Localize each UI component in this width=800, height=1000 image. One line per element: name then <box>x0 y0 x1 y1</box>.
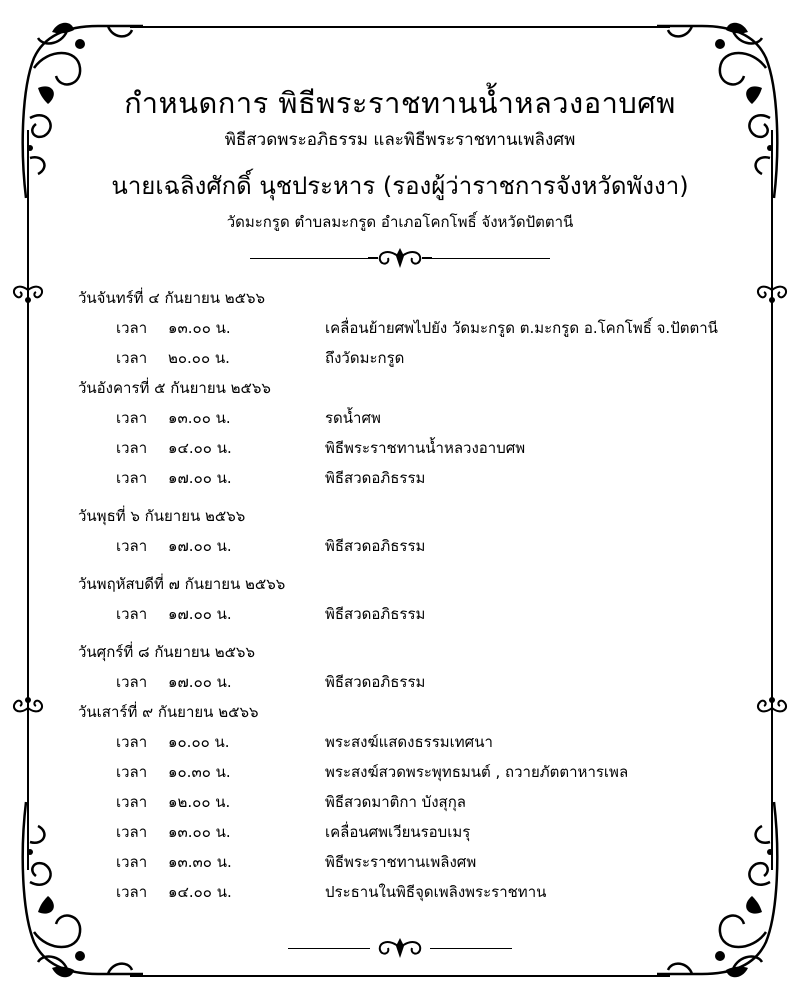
frame-top-line <box>130 26 670 28</box>
side-ornament-left <box>8 280 48 310</box>
schedule-row <box>78 847 758 877</box>
time-value: ๑๒.๐๐ น. <box>168 793 231 811</box>
schedule <box>78 283 758 907</box>
day-block <box>78 501 758 561</box>
schedule-row <box>78 403 758 433</box>
page-subtitle: พิธีสวดพระอภิธรรม และพิธีพระราชทานเพลิงศพ <box>224 130 576 150</box>
side-ornament-right-lower <box>752 690 792 720</box>
page-title: กำหนดการ พิธีพระราชทานน้ำหลวงอาบศพ <box>124 86 676 120</box>
schedule-row <box>78 667 758 697</box>
time-label: เวลา <box>116 853 148 871</box>
time-label: เวลา <box>116 823 148 841</box>
time-label: เวลา <box>116 349 148 367</box>
schedule-row <box>78 463 758 493</box>
time-label: เวลา <box>116 469 148 487</box>
ceremony-location: วัดมะกรูด ตำบลมะกรูด อำเภอโคกโพธิ์ จังหวัดปัตตานี <box>226 213 574 231</box>
schedule-row <box>78 817 758 847</box>
schedule-row <box>78 343 758 373</box>
time-value: ๒๐.๐๐ น. <box>168 349 230 367</box>
event-text: พระสงฆ์แสดงธรรมเทศนา <box>325 733 493 751</box>
day-block <box>78 283 758 373</box>
deceased-name: นายเฉลิงศักดิ์ นุชประหาร (รองผู้ว่าราชการจังหวัดพังงา) <box>111 172 689 200</box>
event-text: พิธีสวดอภิธรรม <box>325 673 426 691</box>
footer-divider-left <box>288 948 370 949</box>
header-divider-left <box>250 258 368 259</box>
time-label: เวลา <box>116 793 148 811</box>
schedule-row <box>78 433 758 463</box>
time-value: ๑๐.๐๐ น. <box>168 733 230 751</box>
event-text: รดน้ำศพ <box>325 409 381 427</box>
day-heading: วันพุธที่ ๖ กันยายน ๒๕๖๖ <box>78 507 246 525</box>
time-value: ๑๔.๐๐ น. <box>168 439 232 457</box>
day-block <box>78 373 758 493</box>
day-heading: วันเสาร์ที่ ๙ กันยายน ๒๕๖๖ <box>78 703 259 721</box>
schedule-row <box>78 787 758 817</box>
frame-right-line <box>771 130 773 870</box>
frame-left-line <box>27 130 29 870</box>
time-value: ๑๗.๐๐ น. <box>168 469 232 487</box>
time-label: เวลา <box>116 605 148 623</box>
time-value: ๑๓.๐๐ น. <box>168 319 231 337</box>
time-label: เวลา <box>116 763 148 781</box>
time-value: ๑๐.๓๐ น. <box>168 763 231 781</box>
schedule-row <box>78 599 758 629</box>
header-flourish-ornament <box>366 246 434 270</box>
event-text: พิธีสวดอภิธรรม <box>325 469 426 487</box>
event-text: พิธีพระราชทานเพลิงศพ <box>325 853 477 871</box>
time-value: ๑๓.๐๐ น. <box>168 409 231 427</box>
footer-divider-right <box>430 948 512 949</box>
day-heading: วันอังคารที่ ๕ กันยายน ๒๕๖๖ <box>78 379 271 397</box>
event-text: พิธีสวดมาติกา บังสุกุล <box>325 793 466 811</box>
event-text: พิธีพระราชทานน้ำหลวงอาบศพ <box>325 439 526 457</box>
day-heading: วันศุกร์ที่ ๘ กันยายน ๒๕๖๖ <box>78 643 255 661</box>
schedule-row <box>78 531 758 561</box>
event-text: เคลื่อนศพเวียนรอบเมรุ <box>325 823 471 841</box>
time-value: ๑๓.๐๐ น. <box>168 823 231 841</box>
day-heading: วันจันทร์ที่ ๔ กันยายน ๒๕๖๖ <box>78 289 266 307</box>
side-ornament-right <box>752 280 792 310</box>
time-label: เวลา <box>116 439 148 457</box>
header-divider-right <box>432 258 550 259</box>
time-label: เวลา <box>116 733 148 751</box>
footer-flourish-ornament <box>368 936 432 960</box>
schedule-row <box>78 727 758 757</box>
time-label: เวลา <box>116 673 148 691</box>
time-value: ๑๗.๐๐ น. <box>168 673 232 691</box>
event-text: พิธีสวดอภิธรรม <box>325 605 426 623</box>
event-text: เคลื่อนย้ายศพไปยัง วัดมะกรูด ต.มะกรูด อ.โคกโพธิ์ จ.ปัตตานี <box>325 319 718 337</box>
time-label: เวลา <box>116 409 148 427</box>
time-value: ๑๓.๓๐ น. <box>168 853 232 871</box>
event-text: พระสงฆ์สวดพระพุทธมนต์ , ถวายภัตตาหารเพล <box>325 763 629 781</box>
schedule-row <box>78 313 758 343</box>
event-text: ประธานในพิธีจุดเพลิงพระราชทาน <box>325 883 547 901</box>
day-block <box>78 569 758 629</box>
side-ornament-left-lower <box>8 690 48 720</box>
time-value: ๑๔.๐๐ น. <box>168 883 232 901</box>
schedule-row <box>78 877 758 907</box>
frame-bottom-line <box>130 975 670 977</box>
day-block <box>78 637 758 697</box>
time-value: ๑๗.๐๐ น. <box>168 537 232 555</box>
schedule-row <box>78 757 758 787</box>
time-label: เวลา <box>116 537 148 555</box>
event-text: พิธีสวดอภิธรรม <box>325 537 426 555</box>
day-heading: วันพฤหัสบดีที่ ๗ กันยายน ๒๕๖๖ <box>78 575 286 593</box>
time-label: เวลา <box>116 883 148 901</box>
time-value: ๑๗.๐๐ น. <box>168 605 232 623</box>
day-block <box>78 697 758 907</box>
event-text: ถึงวัดมะกรูด <box>325 349 405 367</box>
time-label: เวลา <box>116 319 148 337</box>
